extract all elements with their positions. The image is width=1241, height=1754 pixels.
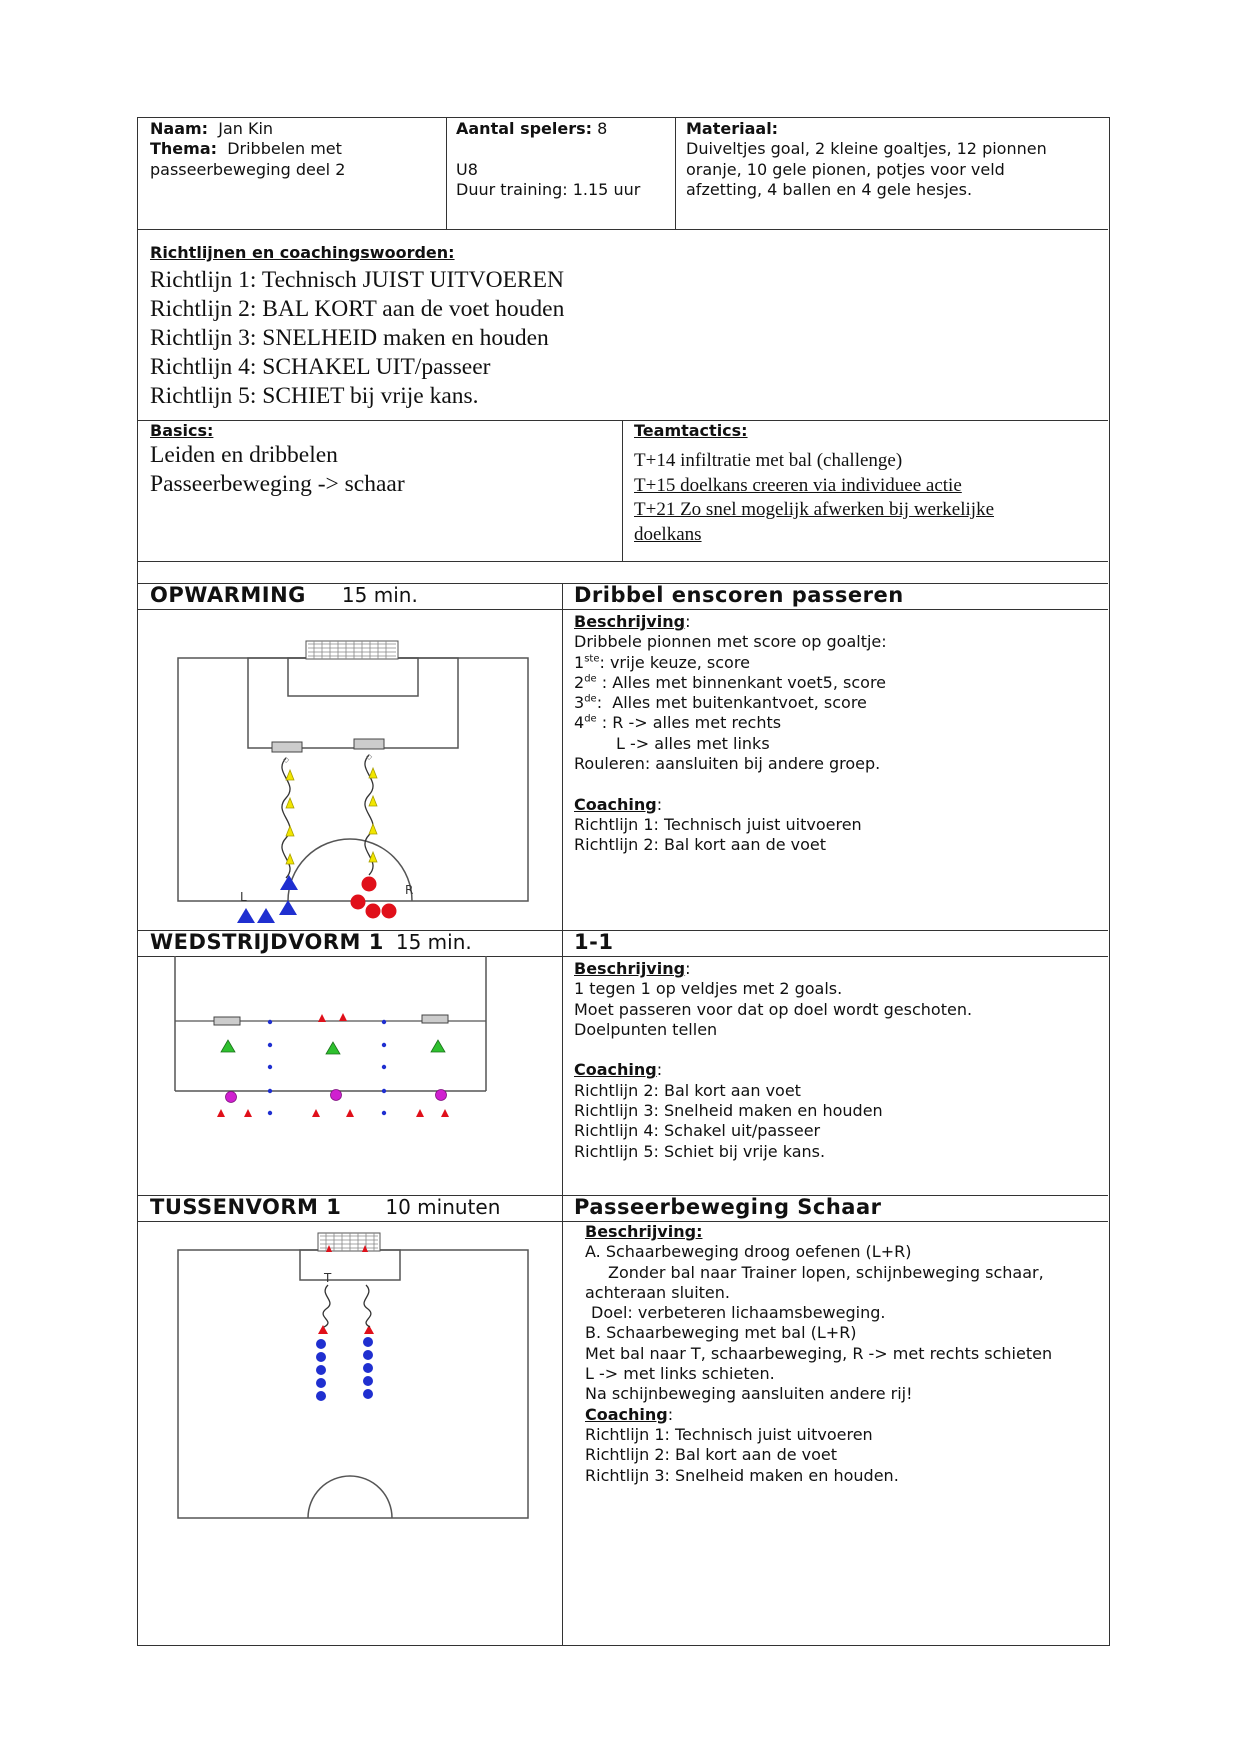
material-label: Materiaal: — [686, 119, 779, 138]
center-circle — [308, 1476, 392, 1518]
description-line: 2de : Alles met binnenkant voet5, score — [574, 672, 887, 692]
guideline-item: Richtlijn 3: SNELHEID maken en houden — [150, 325, 549, 352]
material-line: afzetting, 4 ballen en 4 gele hesjes. — [686, 179, 973, 199]
teamtactic-item: T+15 doelkans creeren via individuee actie — [634, 474, 962, 496]
section-header-intermediate — [150, 1197, 500, 1219]
exercise-text-intermediate: Beschrijving: A. Schaarbeweging droog oefenen (L+R) Zonder bal naar Trainer lopen, schijnbeweging schaar, achteraan sluiten. Doel: verbeteren lichaamsbeweging. B. Schaarbeweging met bal (L+R) Met bal naar T, schaarbeweging, R -> met rechts schieten L -> met links schieten. Na schijnbeweging aansluiten andere rij! Coaching: Richtlijn 1: Technisch juist uitvoeren Richtlijn 2: Bal kort aan de voet Richtlijn 3: Snelheid maken en houden. — [585, 1222, 1105, 1486]
description-line: 3de: Alles met buitenkantvoet, score — [574, 693, 867, 713]
description-line: 4de : R -> alles met rechts — [574, 713, 782, 733]
description-line: Met bal naar T, schaarbeweging, R -> met rechts schieten — [585, 1343, 1053, 1363]
coaching-line: Richtlijn 1: Technisch juist uitvoeren — [574, 814, 862, 834]
section-name: TUSSENVORM 1 — [150, 1195, 342, 1219]
description-line: A. Schaarbeweging droog oefenen (L+R) — [585, 1242, 912, 1262]
red-players — [351, 877, 397, 919]
divider — [138, 609, 1108, 610]
theme-value: Dribbelen met — [227, 139, 342, 159]
description-label: Beschrijving — [574, 959, 686, 978]
teamtactic-item: T+21 Zo snel mogelijk afwerken bij werkelijke — [634, 499, 994, 521]
center-circle — [288, 839, 412, 901]
teamtactics-title: Teamtactics: — [634, 421, 748, 440]
field-outline — [178, 658, 528, 901]
blue-markers — [268, 1020, 386, 1115]
coaching-line: Richtlijn 5: Schiet bij vrije kans. — [574, 1141, 826, 1161]
coaching-line: Richtlijn 2: Bal kort aan de voet — [574, 835, 827, 855]
basics — [150, 421, 610, 499]
description-line: Dribbele pionnen met score op goaltje: — [574, 632, 887, 652]
section-header-warmup — [150, 585, 418, 607]
description-line: 1ste: vrije keuze, score — [574, 652, 750, 672]
divider — [138, 561, 1108, 562]
exercise-text-match: Beschrijving: 1 tegen 1 op veldjes met 2 goals. Moet passeren voor dat op doel wordt geschoten. Doelpunten tellen Coaching: Richtlijn 2: Bal kort aan voet Richtlijn 3: Snelheid maken en houden Richtlijn 4: Schakel uit/passeer Richtlijn 5: Schiet bij vrije kans. — [574, 959, 1104, 1162]
goal-area — [300, 1250, 400, 1280]
header-players — [456, 119, 671, 200]
coaching-line: Richtlijn 2: Bal kort aan de voet — [585, 1445, 838, 1465]
penalty-area — [248, 658, 458, 748]
left-label: L — [240, 890, 247, 904]
age-group: U8 — [456, 159, 478, 179]
section-name: WEDSTRIJDVORM 1 — [150, 930, 384, 954]
description-label: Beschrijving — [574, 612, 686, 631]
right-label: R — [405, 883, 414, 897]
section-time: 15 min. — [341, 583, 418, 607]
divider — [675, 118, 676, 230]
small-goal — [214, 1017, 240, 1025]
description-line: Doel: verbeteren lichaamsbeweging. — [591, 1303, 886, 1323]
coaching-line: Richtlijn 4: Schakel uit/passeer — [574, 1121, 821, 1141]
coaching-label: Coaching — [574, 794, 657, 814]
svg-text:◇: ◇ — [366, 752, 373, 761]
name-label: Naam: — [150, 119, 209, 138]
theme-value-continued: passeerbeweging deel 2 — [150, 159, 346, 179]
section-time: 10 minuten — [385, 1195, 501, 1219]
green-players — [221, 1040, 445, 1054]
guideline-item: Richtlijn 2: BAL KORT aan de voet houden — [150, 296, 565, 323]
description-line: B. Schaarbeweging met bal (L+R) — [585, 1323, 857, 1343]
guideline-item: Richtlijn 4: SCHAKEL UIT/passeer — [150, 354, 491, 381]
coaching-label: Coaching — [574, 1060, 657, 1080]
description-line: L -> alles met links — [616, 733, 770, 753]
training-sheet — [137, 117, 1110, 1646]
basics-item: Passeerbeweging -> schaar — [150, 471, 405, 498]
description-line: L -> met links schieten. — [585, 1364, 775, 1384]
description-line: achteraan sluiten. — [585, 1282, 730, 1302]
guidelines-title: Richtlijnen en coachingswoorden: — [150, 243, 455, 262]
small-goal — [354, 739, 384, 749]
description-line: 1 tegen 1 op veldjes met 2 goals. — [574, 979, 843, 999]
divider — [138, 229, 1108, 230]
name-value: Jan Kin — [218, 119, 274, 138]
basics-item: Leiden en dribbelen — [150, 442, 338, 469]
coaching-line: Richtlijn 1: Technisch juist uitvoeren — [585, 1424, 873, 1444]
coaching-line: Richtlijn 3: Snelheid maken en houden — [574, 1101, 883, 1121]
coaching-label: Coaching — [585, 1404, 668, 1424]
description-line: Moet passeren voor dat op doel wordt geschoten. — [574, 999, 973, 1019]
coaching-line: Richtlijn 3: Snelheid maken en houden. — [585, 1465, 899, 1485]
section-time: 15 min. — [395, 930, 472, 954]
coaching-line: Richtlijn 2: Bal kort aan voet — [574, 1080, 801, 1100]
training-duration: Duur training: 1.15 uur — [456, 179, 641, 199]
dribble-path — [364, 1285, 371, 1327]
yellow-cones — [286, 768, 377, 864]
section-name: OPWARMING — [150, 583, 306, 607]
header-material — [686, 119, 1106, 200]
description-line: Na schijnbeweging aansluiten andere rij! — [585, 1384, 913, 1404]
description-line: Rouleren: aansluiten bij andere groep. — [574, 754, 881, 774]
exercise-title: Passeerbeweging Schaar — [574, 1195, 882, 1219]
small-goal — [272, 742, 302, 752]
theme-label: Thema: — [150, 139, 218, 159]
guideline-item: Richtlijn 5: SCHIET bij vrije kans. — [150, 383, 479, 410]
goal-area — [288, 658, 418, 696]
red-cones — [217, 1013, 449, 1117]
exercise-text-warmup: Beschrijving: Dribbele pionnen met score op goaltje: 1ste: vrije keuze, score 2de : Alles met binnenkant voet5, score 3de: Alles met buitenkantvoet, score 4de : R -> alles met rechts L -> alles met links Rouleren: aansluiten bij andere groep. Coaching: Richtlijn 1: Technisch juist uitvoeren Richtlijn 2: Bal kort aan de voet — [574, 612, 1104, 856]
teamtactic-item: T+14 infiltratie met bal (challenge) — [634, 450, 903, 472]
section-header-match — [150, 932, 472, 954]
divider — [622, 420, 623, 561]
players-label: Aantal spelers: — [456, 119, 593, 138]
field-outline — [178, 1250, 528, 1518]
teamtactics — [634, 421, 1104, 547]
small-goal — [422, 1015, 448, 1023]
exercise-title: 1-1 — [574, 930, 614, 954]
description-line: Zonder bal naar Trainer lopen, schijnbeweging schaar, — [608, 1262, 1044, 1282]
description-label: Beschrijving: — [585, 1222, 703, 1241]
guideline-item: Richtlijn 1: Technisch JUIST UITVOEREN — [150, 267, 564, 294]
blue-players — [316, 1337, 373, 1401]
scissors-field-diagram — [168, 1223, 538, 1613]
header-info — [150, 119, 440, 180]
description-line: Doelpunten tellen — [574, 1019, 718, 1039]
divider — [562, 583, 563, 1645]
match-field-diagram — [168, 956, 498, 1131]
exercise-title: Dribbel enscoren passeren — [574, 583, 904, 607]
basics-title: Basics: — [150, 421, 214, 440]
players-value: 8 — [597, 119, 608, 138]
material-line: oranje, 10 gele pionen, potjes voor veld — [686, 159, 1005, 179]
warmup-field-diagram — [168, 638, 538, 928]
guidelines — [150, 243, 1090, 411]
svg-text:◇: ◇ — [283, 755, 290, 764]
trainer-label: T — [324, 1271, 332, 1285]
dribble-path — [323, 1285, 330, 1327]
divider — [446, 118, 447, 230]
material-line: Duiveltjes goal, 2 kleine goaltjes, 12 pionnen — [686, 139, 1047, 159]
teamtactic-item: doelkans — [634, 523, 702, 545]
